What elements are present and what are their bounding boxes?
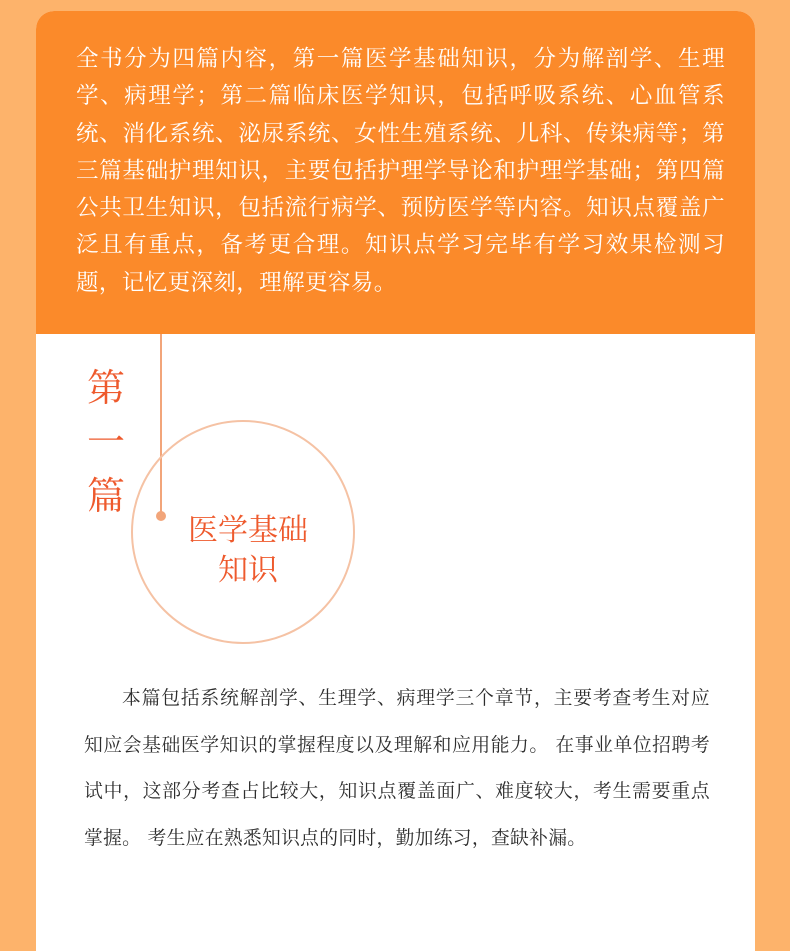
- part-label: 第一篇: [86, 366, 125, 518]
- content-card: [36, 11, 755, 951]
- part-title-line1: 医学基础: [188, 513, 308, 548]
- part-title-line2: 知识: [218, 553, 278, 588]
- part-description: 本篇包括系统解剖学、生理学、病理学三个章节，主要考查考生对应知应会基础医学知识的掌握程度以及理解和应用能力。 在事业单位招聘考试中，这部分考查占比较大，知识点覆盖面广、难度较大，考生需要重点掌握。 考生应在熟悉知识点的同时，勤加练习，查缺补漏。: [84, 688, 710, 849]
- intro-text: 全书分为四篇内容，第一篇医学基础知识，分为解剖学、生理学、病理学；第二篇临床医学知识，包括呼吸系统、心血管系统、消化系统、泌尿系统、女性生殖系统、儿科、传染病等；第三篇基础护理知识，主要包括护理学导论和护理学基础；第四篇公共卫生知识，包括流行病学、预防医学等内容。知识点覆盖广泛且有重点，备考更合理。知识点学习完毕有学习效果检测习题，记忆更深刻，理解更容易。: [76, 46, 725, 296]
- intro-banner: [36, 11, 755, 334]
- part-title: [131, 511, 365, 591]
